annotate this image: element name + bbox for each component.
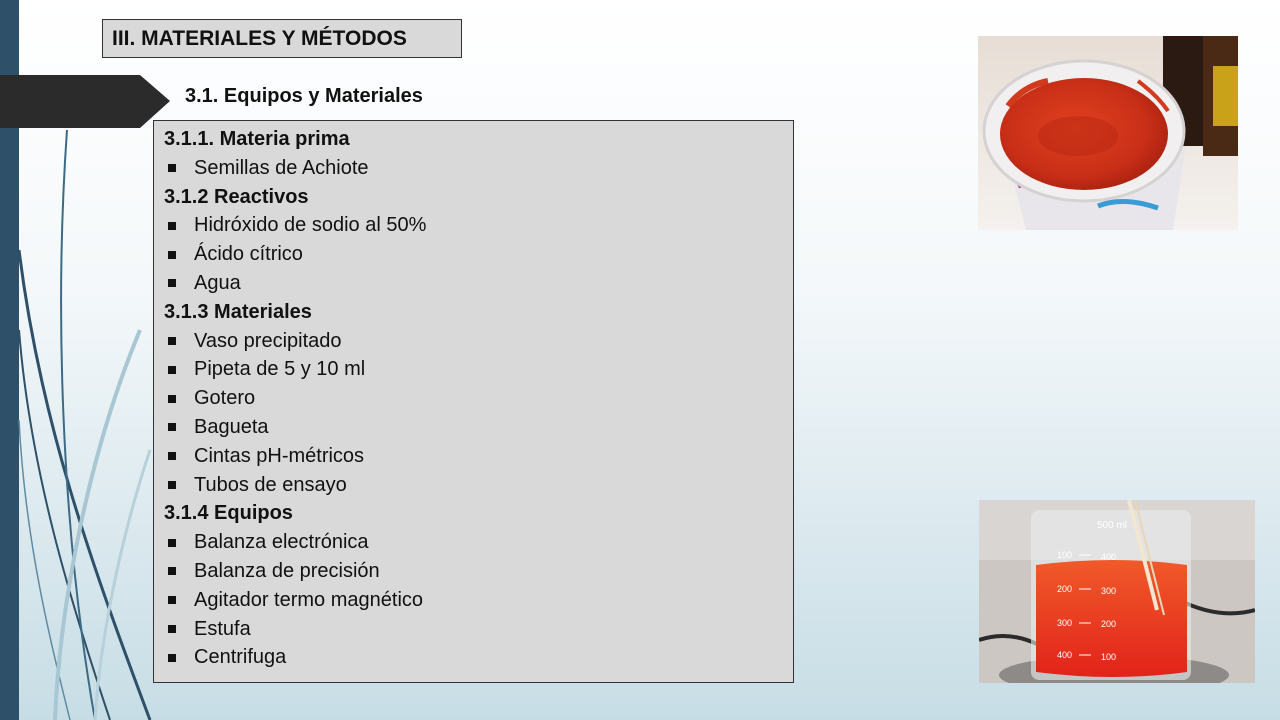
group-heading-materia-prima: 3.1.1. Materia prima xyxy=(164,128,350,150)
list-item: Pipeta de 5 y 10 ml xyxy=(164,355,793,384)
square-bullet-icon xyxy=(168,366,176,374)
beaker-marking-right: 300 xyxy=(1101,586,1117,596)
square-bullet-icon xyxy=(168,654,176,662)
list-item: Tubos de ensayo xyxy=(164,471,793,500)
list-item: Balanza de precisión xyxy=(164,557,793,586)
square-bullet-icon xyxy=(168,481,176,489)
square-bullet-icon xyxy=(168,251,176,259)
beaker-marking-left: 300 xyxy=(1057,618,1073,628)
list-item: Cintas pH-métricos xyxy=(164,442,793,471)
list-item: Vaso precipitado xyxy=(164,327,793,356)
square-bullet-icon xyxy=(168,567,176,575)
square-bullet-icon xyxy=(168,279,176,287)
square-bullet-icon xyxy=(168,423,176,431)
beaker-marking-right: 400 xyxy=(1101,552,1117,562)
group-heading-materiales: 3.1.3 Materiales xyxy=(164,300,312,323)
materials-list-box xyxy=(153,120,794,683)
list-item: Ácido cítrico xyxy=(164,240,793,269)
list-item: Gotero xyxy=(164,384,793,413)
square-bullet-icon xyxy=(168,164,176,172)
list-item: Agua xyxy=(164,269,793,298)
section-title: III. MATERIALES Y MÉTODOS xyxy=(102,19,462,58)
list-item: Estufa xyxy=(164,615,793,644)
subsection-title: 3.1. Equipos y Materiales xyxy=(185,85,423,107)
arrow-tab xyxy=(0,75,170,128)
beaker-marking-right: 500 ml xyxy=(1097,520,1128,531)
square-bullet-icon xyxy=(168,596,176,604)
beaker-marking-left: 200 xyxy=(1057,584,1073,594)
square-bullet-icon xyxy=(168,539,176,547)
beaker-marking-left: 100 xyxy=(1057,550,1073,560)
beaker-photo xyxy=(979,500,1255,683)
list-item: Bagueta xyxy=(164,413,793,442)
list-item: Centrifuga xyxy=(164,643,793,672)
group-heading-reactivos: 3.1.2 Reactivos xyxy=(164,185,309,208)
list-item: Semillas de Achiote xyxy=(164,154,793,183)
beaker-marking-right: 100 xyxy=(1101,652,1117,662)
list-item: Agitador termo magnético xyxy=(164,586,793,615)
list-item: Balanza electrónica xyxy=(164,528,793,557)
square-bullet-icon xyxy=(168,395,176,403)
group-heading-equipos: 3.1.4 Equipos xyxy=(164,502,293,525)
square-bullet-icon xyxy=(168,337,176,345)
list-item: Hidróxido de sodio al 50% xyxy=(164,211,793,240)
square-bullet-icon xyxy=(168,625,176,633)
beaker-marking-right: 200 xyxy=(1101,619,1117,629)
square-bullet-icon xyxy=(168,222,176,230)
square-bullet-icon xyxy=(168,452,176,460)
beaker-marking-left: 400 xyxy=(1057,650,1073,660)
achiote-paste-cup-photo xyxy=(978,36,1238,230)
